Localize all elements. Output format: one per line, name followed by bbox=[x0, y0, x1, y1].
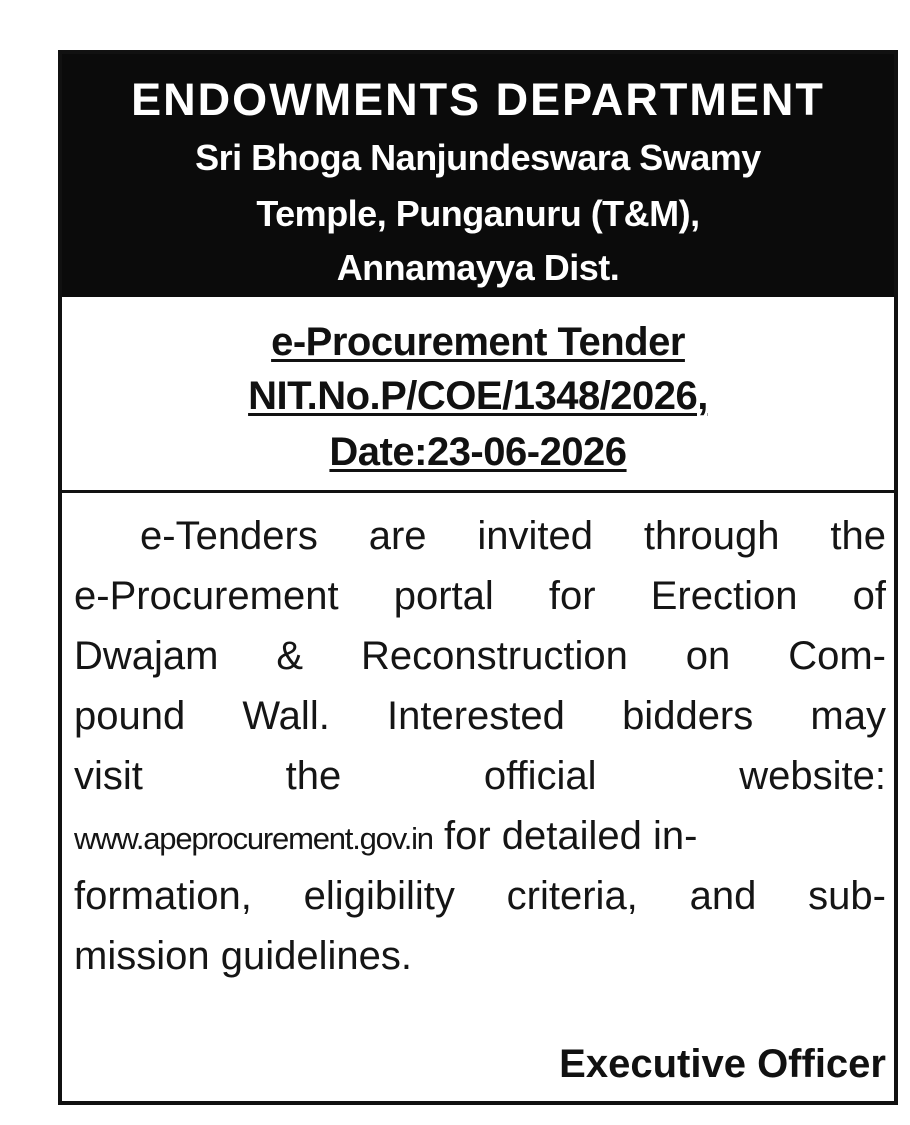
notice-header bbox=[62, 54, 894, 297]
department-title: ENDOWMENTS DEPARTMENT bbox=[131, 74, 825, 125]
notice-body bbox=[74, 506, 886, 986]
body-line-3: Dwajam & Reconstruction on Com- bbox=[74, 634, 886, 678]
temple-district: Annamayya Dist. bbox=[336, 247, 620, 288]
body-line-2: e-Procurement portal for Erection of bbox=[74, 574, 886, 618]
body-line-1: e-Tenders are invited through the bbox=[140, 514, 886, 558]
body-line-5 bbox=[74, 746, 886, 806]
tender-nit-number: NIT.No.P/COE/1348/2026, bbox=[248, 374, 708, 418]
body-line-6 bbox=[74, 806, 886, 866]
word-the: the bbox=[285, 754, 342, 798]
website-url: www.apeprocurement.gov.in bbox=[74, 821, 433, 856]
body-line-4: pound Wall. Interested bidders may bbox=[74, 694, 886, 738]
tender-notice bbox=[58, 50, 898, 1105]
word-website: website: bbox=[739, 754, 886, 798]
body-line-8: mission guidelines. bbox=[74, 934, 412, 978]
body-line-7: formation, eligibility criteria, and sub- bbox=[74, 874, 886, 918]
body-line-6-rest: for detailed in- bbox=[432, 814, 698, 858]
word-visit: visit bbox=[74, 754, 143, 798]
tender-reference bbox=[62, 297, 894, 493]
word-official: official bbox=[483, 754, 597, 798]
temple-name-line-2: Temple, Punganuru (T&M), bbox=[256, 193, 700, 234]
temple-name-line-1: Sri Bhoga Nanjundeswara Swamy bbox=[195, 137, 761, 178]
tender-date: Date:23-06-2026 bbox=[329, 430, 627, 474]
tender-title: e-Procurement Tender bbox=[271, 320, 685, 364]
signature-executive-officer: Executive Officer bbox=[559, 1042, 886, 1086]
